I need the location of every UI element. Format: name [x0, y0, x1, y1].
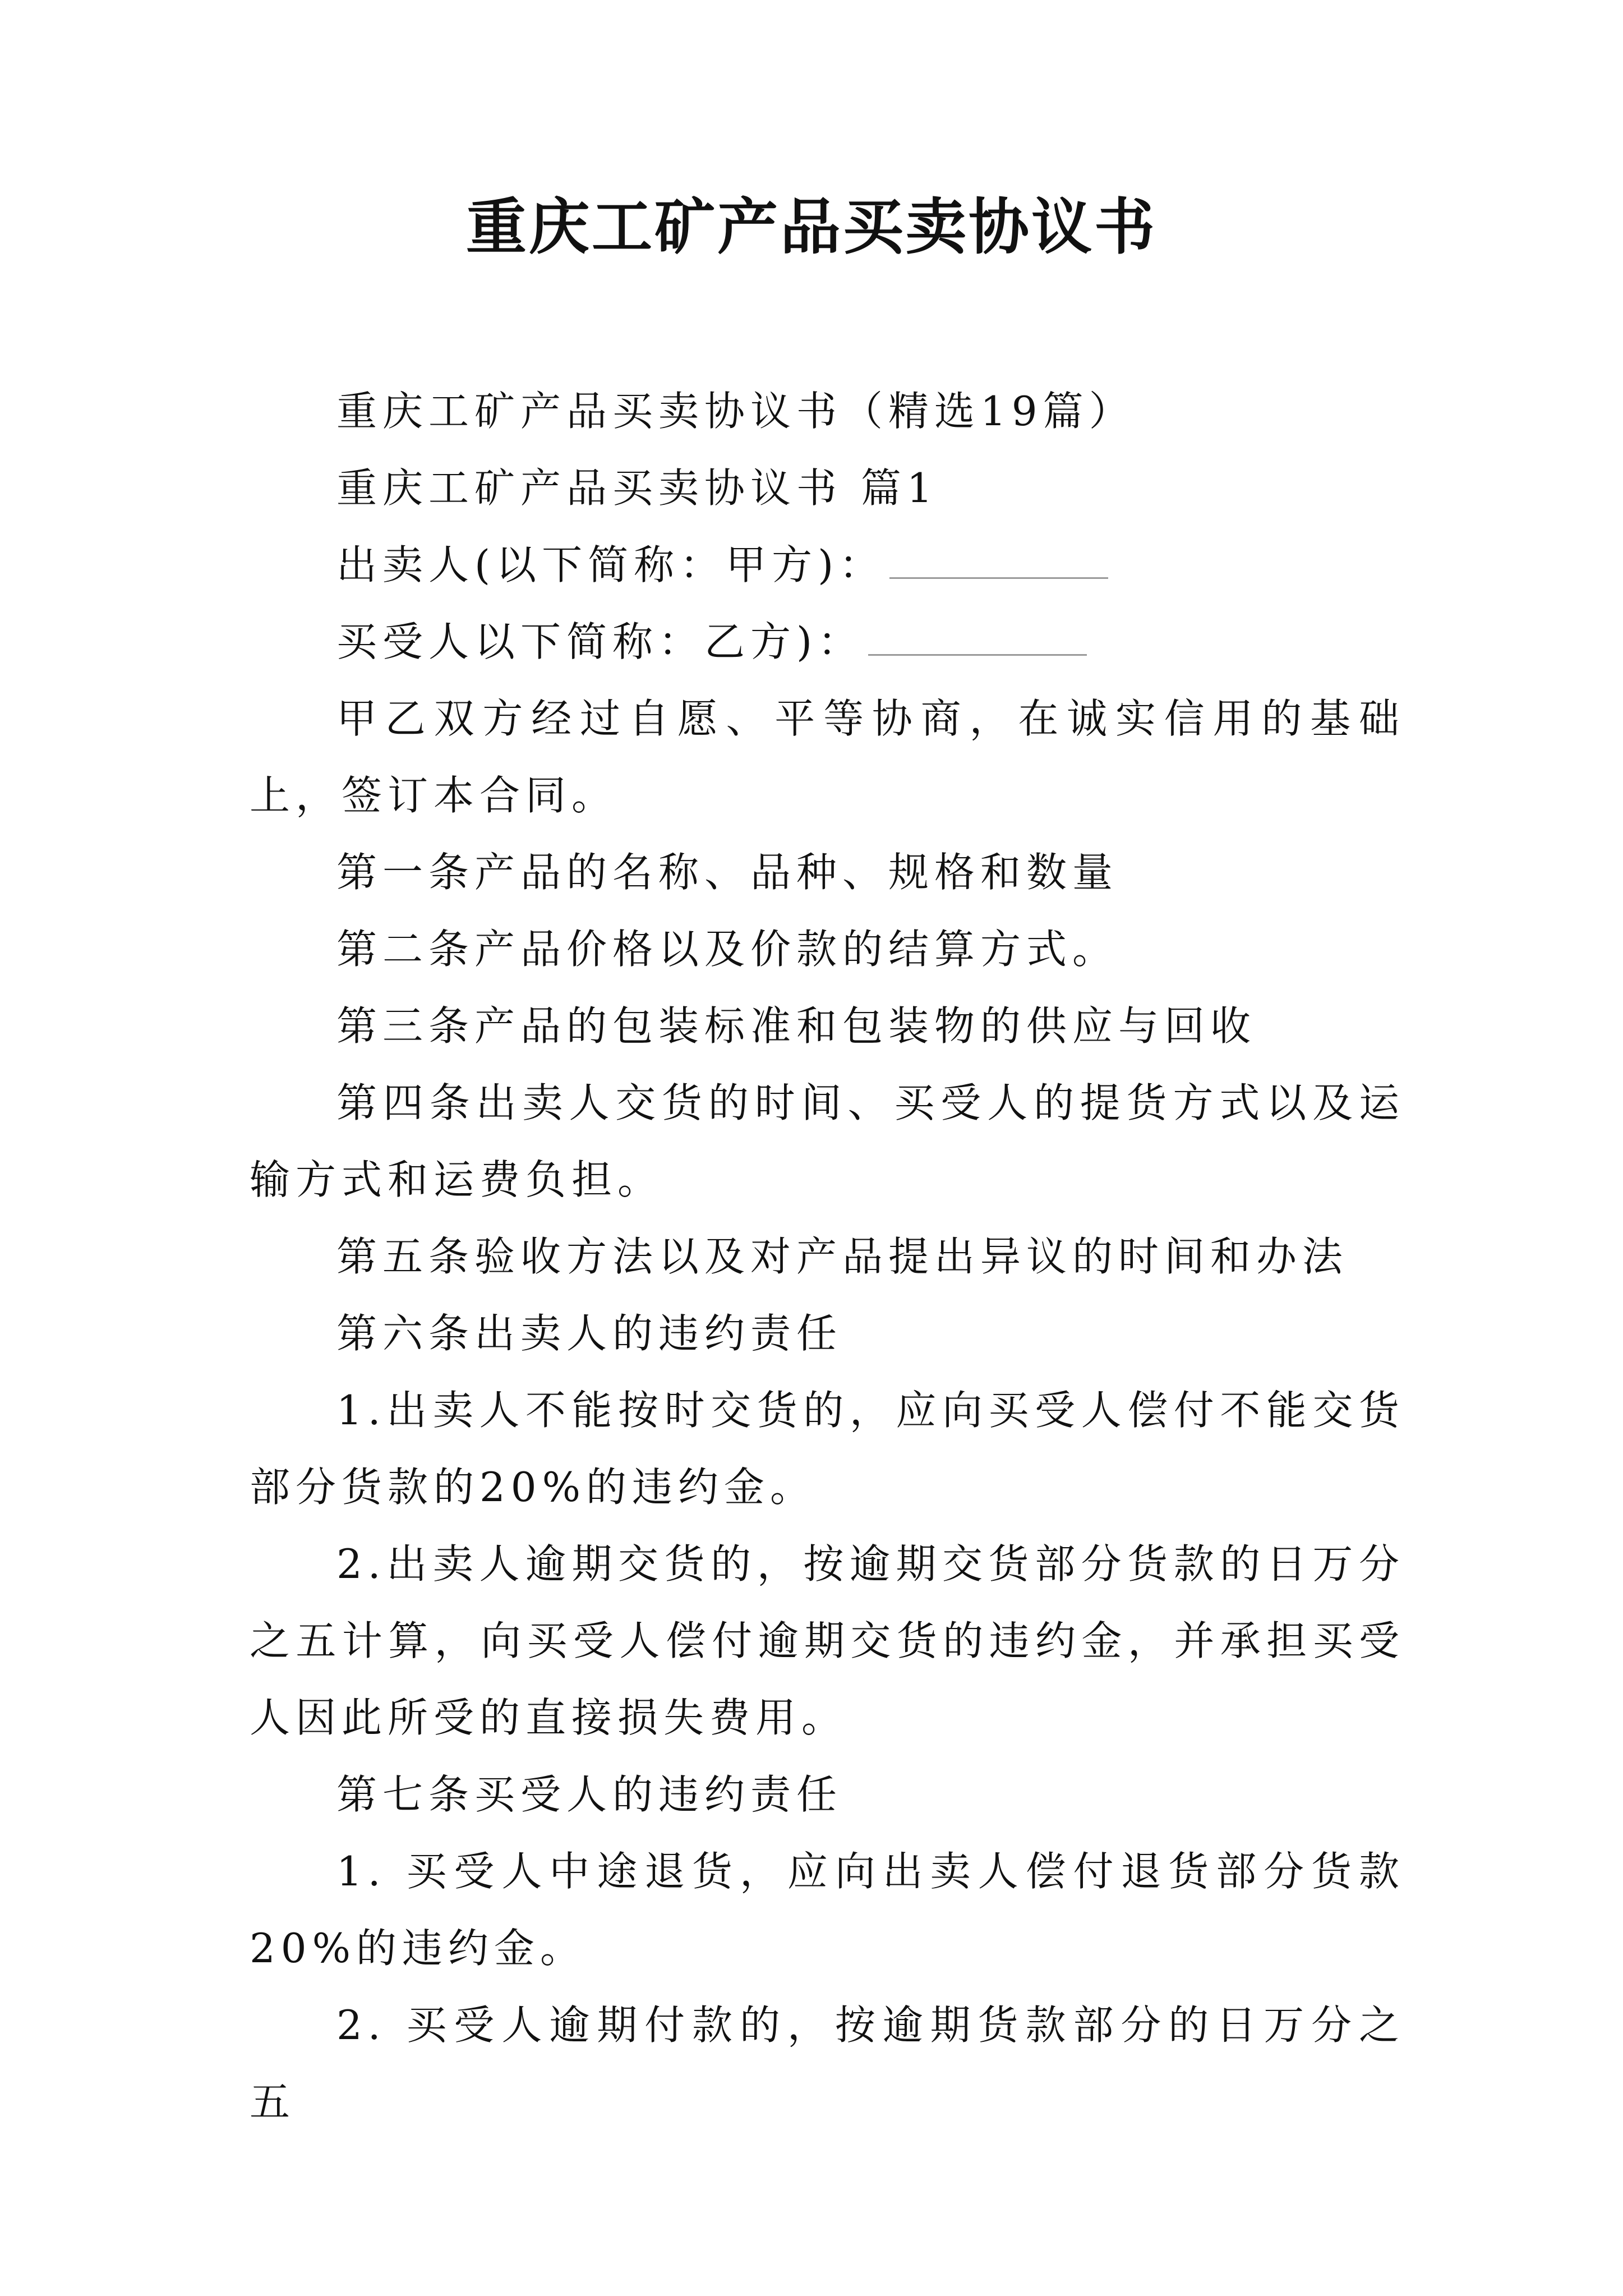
- buyer-line: [250, 604, 1405, 680]
- seller-line: [250, 527, 1405, 604]
- article-2: 第二条产品价格以及价款的结算方式。: [336, 926, 1119, 973]
- article-5: 第五条验收方法以及对产品提出异议的时间和办法: [336, 1233, 1349, 1280]
- article-6: 第六条出卖人的违约责任: [336, 1310, 843, 1357]
- section-heading: 重庆工矿产品买卖协议书 篇1: [336, 464, 938, 512]
- document-body: [250, 373, 1405, 2141]
- buyer-blank-line: [868, 619, 1087, 656]
- article-7: 第七条买受人的违约责任: [336, 1771, 843, 1818]
- subtitle-paragraph: 重庆工矿产品买卖协议书（精选19篇）: [336, 388, 1135, 435]
- seller-blank-line: [889, 542, 1108, 579]
- seller-label: 出卖人(以下简称：甲方)：: [336, 541, 886, 588]
- article-7-clause-1: 1. 买受人中途退货，应向出卖人偿付退货部分货款20%的违约金。: [250, 1848, 1405, 1972]
- intro-paragraph: 甲乙双方经过自愿、平等协商，在诚实信用的基础上，签订本合同。: [250, 695, 1405, 819]
- article-3: 第三条产品的包装标准和包装物的供应与回收: [336, 1002, 1257, 1050]
- article-1: 第一条产品的名称、品种、规格和数量: [336, 849, 1119, 896]
- document-title: 重庆工矿产品买卖协议书: [465, 192, 1157, 263]
- article-6-clause-1: 1.出卖人不能按时交货的，应向买受人偿付不能交货部分货款的20%的违约金。: [250, 1387, 1405, 1511]
- article-4: 第四条出卖人交货的时间、买受人的提货方式以及运输方式和运费负担。: [250, 1079, 1405, 1203]
- article-6-clause-2: 2.出卖人逾期交货的，按逾期交货部分货款的日万分之五计算，向买受人偿付逾期交货的违约金，并承担买受人因此所受的直接损失费用。: [250, 1540, 1405, 1741]
- buyer-label: 买受人以下简称：乙方)：: [336, 618, 864, 665]
- article-7-clause-2: 2. 买受人逾期付款的，按逾期货款部分的日万分之五: [250, 2001, 1405, 2125]
